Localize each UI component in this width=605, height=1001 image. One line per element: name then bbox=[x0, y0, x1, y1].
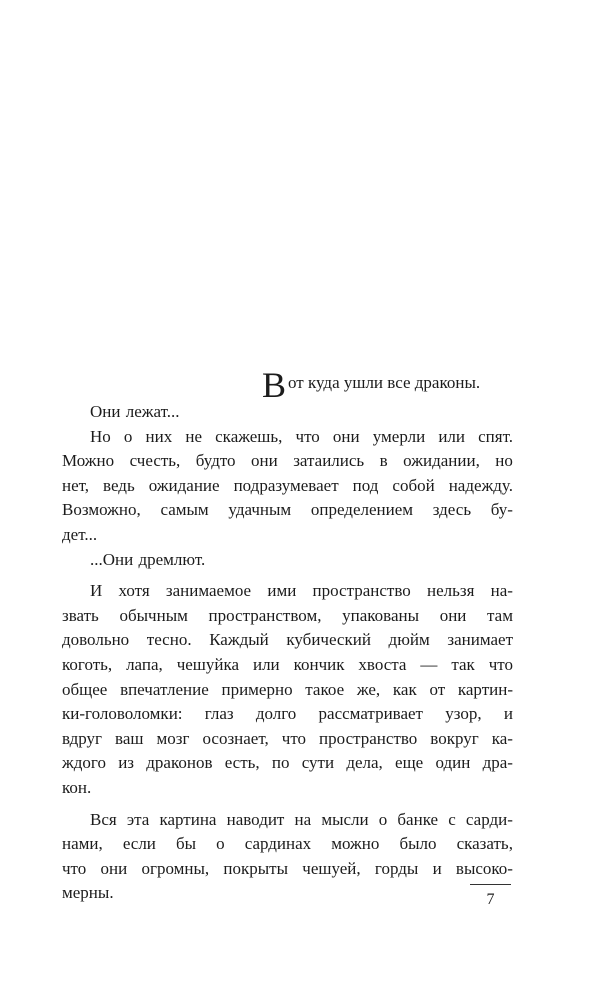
text-line: Но о них не скажешь, что они умерли или спят. bbox=[90, 426, 513, 446]
text-line: ждого из драконов есть, по сути дела, еще один дра- bbox=[62, 753, 513, 773]
page-number: 7 bbox=[486, 891, 495, 908]
text-line: нами, если бы о сардинах можно было сказать, bbox=[62, 834, 513, 854]
text-line: дет... bbox=[62, 524, 98, 544]
body-text bbox=[62, 365, 513, 906]
text-line: Можно счесть, будто они затаились в ожидании, но bbox=[62, 451, 513, 471]
text-line: И хотя занимаемое ими пространство нельзя на- bbox=[90, 581, 513, 601]
text-line: что они огромны, покрыты чешуей, горды и высоко- bbox=[62, 858, 513, 878]
opening-text: от куда ушли все драконы. bbox=[288, 373, 481, 392]
paragraphs bbox=[62, 400, 513, 906]
text-line: общее впечатление примерно такое же, как от картин- bbox=[62, 679, 513, 699]
text-line: кон. bbox=[62, 777, 92, 797]
text-line: коготь, лапа, чешуйка или кончик хвоста — так что bbox=[62, 654, 513, 674]
text-line: Вся эта картина наводит на мысли о банке с сарди- bbox=[90, 809, 513, 829]
drop-cap: В bbox=[262, 365, 287, 405]
text-line: Они лежат... bbox=[90, 402, 180, 421]
text-line: вдруг ваш мозг осознает, что пространство вокруг ка- bbox=[62, 728, 513, 748]
text-line: ...Они дремлют. bbox=[90, 549, 206, 569]
text-line: довольно тесно. Каждый кубический дюйм занимает bbox=[62, 630, 513, 650]
text-line: ки-головоломки: глаз долго рассматривает узор, и bbox=[62, 704, 513, 724]
text-line: нет, ведь ожидание подразумевает под собой надежду. bbox=[62, 475, 513, 495]
footer-rule bbox=[470, 884, 511, 885]
text-line: звать обычным пространством, упакованы они там bbox=[62, 605, 513, 625]
text-line: мерны. bbox=[62, 883, 114, 903]
chapter-opening-line bbox=[62, 365, 513, 405]
text-line: Возможно, самым удачным определением здесь бу- bbox=[62, 500, 513, 520]
